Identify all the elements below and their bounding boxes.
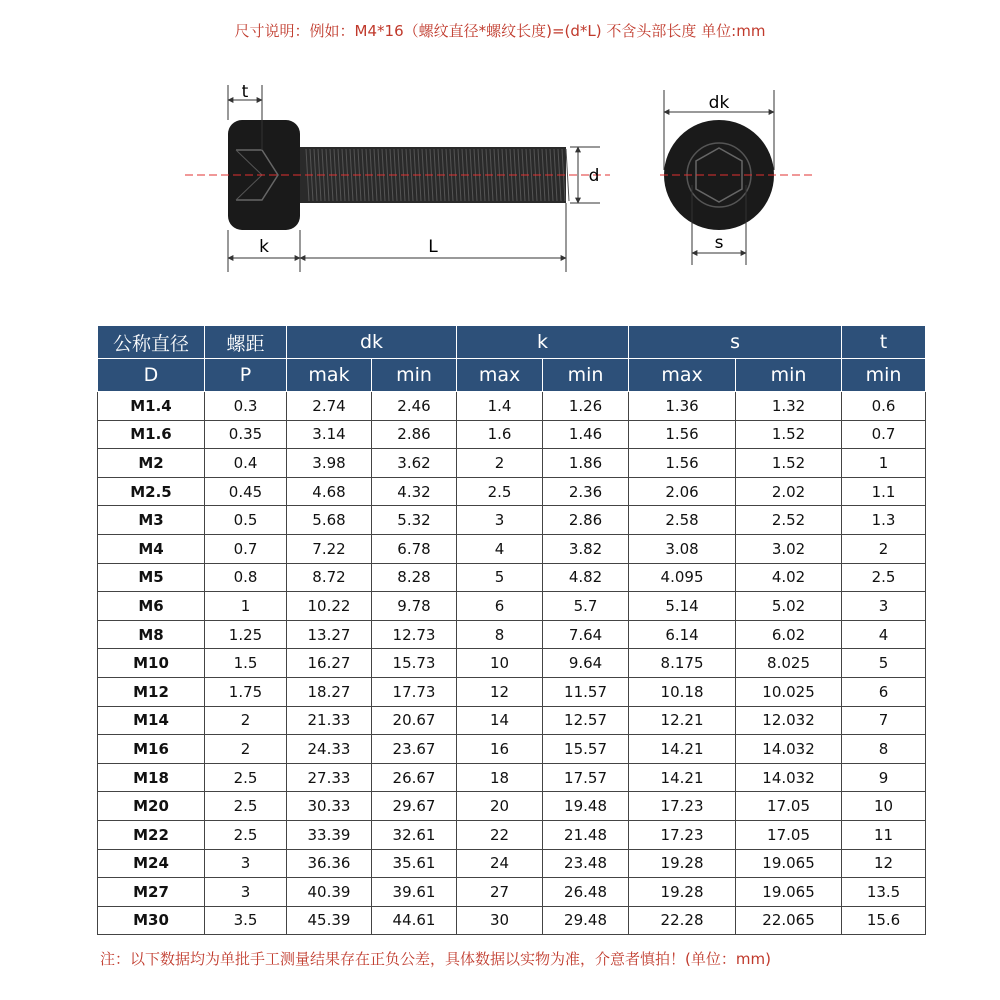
table-cell: M6 (98, 592, 205, 621)
table-cell: 29.67 (372, 792, 457, 821)
table-cell: 1.32 (736, 392, 842, 421)
table-cell: 3.98 (287, 449, 372, 478)
table-cell: 44.61 (372, 906, 457, 935)
dim-label-t: t (241, 82, 249, 102)
screw-dimension-diagram (0, 70, 1000, 280)
table-row (98, 849, 926, 878)
subheader-P: P (205, 359, 287, 392)
table-cell: M10 (98, 649, 205, 678)
table-cell: 1.52 (736, 420, 842, 449)
table-cell: 6.14 (629, 620, 736, 649)
screw-side-view (185, 85, 610, 272)
table-cell: 30 (457, 906, 543, 935)
table-cell: 7.64 (543, 620, 629, 649)
table-row (98, 620, 926, 649)
table-cell: 4.02 (736, 563, 842, 592)
table-cell: 1.25 (205, 620, 287, 649)
table-cell: 10 (842, 792, 926, 821)
table-cell: 20 (457, 792, 543, 821)
table-cell: 21.33 (287, 706, 372, 735)
dim-label-s: s (714, 233, 724, 253)
table-cell: 8 (457, 620, 543, 649)
table-cell: 5.02 (736, 592, 842, 621)
table-cell: 6.78 (372, 534, 457, 563)
table-cell: M18 (98, 763, 205, 792)
table-cell: 1.4 (457, 392, 543, 421)
dim-label-k: k (259, 237, 269, 257)
table-cell: 12 (457, 677, 543, 706)
table-cell: 22.065 (736, 906, 842, 935)
table-cell: 19.065 (736, 849, 842, 878)
table-cell: 17.57 (543, 763, 629, 792)
table-row (98, 792, 926, 821)
table-cell: 1.75 (205, 677, 287, 706)
table-row (98, 906, 926, 935)
table-row (98, 677, 926, 706)
table-cell: 23.67 (372, 735, 457, 764)
table-cell: 10.025 (736, 677, 842, 706)
dim-label-d: d (588, 166, 600, 186)
table-cell: 19.065 (736, 878, 842, 907)
table-cell: 20.67 (372, 706, 457, 735)
table-cell: M27 (98, 878, 205, 907)
table-cell: 0.6 (842, 392, 926, 421)
table-cell: 12.73 (372, 620, 457, 649)
table-cell: 1.46 (543, 420, 629, 449)
table-cell: 11.57 (543, 677, 629, 706)
subheader-dk-min: min (372, 359, 457, 392)
table-cell: 2.86 (372, 420, 457, 449)
table-row (98, 592, 926, 621)
table-cell: 1.86 (543, 449, 629, 478)
table-cell: 8.175 (629, 649, 736, 678)
subheader-s-min: min (736, 359, 842, 392)
dimension-table (97, 325, 926, 935)
table-cell: 27.33 (287, 763, 372, 792)
table-cell: 21.48 (543, 820, 629, 849)
header-s: s (629, 326, 842, 359)
header-dk: dk (287, 326, 457, 359)
table-cell: 2.02 (736, 477, 842, 506)
table-cell: 15.6 (842, 906, 926, 935)
table-cell: 14.032 (736, 735, 842, 764)
table-cell: 15.73 (372, 649, 457, 678)
table-cell: 0.4 (205, 449, 287, 478)
dim-label-dk: dk (708, 93, 730, 113)
table-row (98, 649, 926, 678)
table-cell: 12.032 (736, 706, 842, 735)
table-cell: 4 (457, 534, 543, 563)
table-cell: 15.57 (543, 735, 629, 764)
table-cell: 4.095 (629, 563, 736, 592)
table-cell: 10 (457, 649, 543, 678)
table-cell: 39.61 (372, 878, 457, 907)
table-cell: 3.62 (372, 449, 457, 478)
table-cell: 17.05 (736, 792, 842, 821)
table-cell: 17.05 (736, 820, 842, 849)
subheader-k-min: min (543, 359, 629, 392)
table-cell: 1 (842, 449, 926, 478)
table-cell: 19.28 (629, 849, 736, 878)
measurement-disclaimer-note: 注：以下数据均为单批手工测量结果存在正负公差，具体数据以实物为准，介意者慎拍！(单位：mm) (100, 950, 771, 968)
dimension-table-container (97, 325, 925, 935)
table-cell: 10.18 (629, 677, 736, 706)
table-row (98, 477, 926, 506)
table-row (98, 392, 926, 421)
table-cell: 9 (842, 763, 926, 792)
table-cell: 1 (205, 592, 287, 621)
subheader-s-max: max (629, 359, 736, 392)
table-cell: 17.23 (629, 820, 736, 849)
table-cell: 9.78 (372, 592, 457, 621)
table-cell: M2.5 (98, 477, 205, 506)
table-cell: M2 (98, 449, 205, 478)
table-cell: 40.39 (287, 878, 372, 907)
table-row (98, 563, 926, 592)
table-cell: 2 (457, 449, 543, 478)
table-cell: 29.48 (543, 906, 629, 935)
table-cell: 16 (457, 735, 543, 764)
table-cell: M24 (98, 849, 205, 878)
table-cell: M30 (98, 906, 205, 935)
table-cell: M22 (98, 820, 205, 849)
header-nominal-diameter: 公称直径 (98, 326, 205, 359)
table-cell: 8.72 (287, 563, 372, 592)
table-cell: 13.27 (287, 620, 372, 649)
screw-end-view (660, 90, 815, 265)
table-cell: 12.57 (543, 706, 629, 735)
table-cell: 2.5 (205, 792, 287, 821)
table-cell: 18 (457, 763, 543, 792)
table-cell: M1.4 (98, 392, 205, 421)
table-cell: 0.8 (205, 563, 287, 592)
table-cell: 0.7 (205, 534, 287, 563)
table-cell: 2.86 (543, 506, 629, 535)
table-cell: 2 (205, 706, 287, 735)
table-cell: 3.14 (287, 420, 372, 449)
table-cell: 24 (457, 849, 543, 878)
table-cell: 1.5 (205, 649, 287, 678)
table-cell: 1.36 (629, 392, 736, 421)
table-cell: 2.5 (457, 477, 543, 506)
subheader-k-max: max (457, 359, 543, 392)
table-row (98, 735, 926, 764)
table-cell: 1.1 (842, 477, 926, 506)
table-cell: 24.33 (287, 735, 372, 764)
table-cell: 3.08 (629, 534, 736, 563)
table-cell: 26.48 (543, 878, 629, 907)
table-cell: 26.67 (372, 763, 457, 792)
table-cell: 2.58 (629, 506, 736, 535)
table-cell: 6.02 (736, 620, 842, 649)
table-cell: 0.5 (205, 506, 287, 535)
table-cell: 0.3 (205, 392, 287, 421)
table-cell: 3.02 (736, 534, 842, 563)
table-cell: 0.45 (205, 477, 287, 506)
table-cell: 7.22 (287, 534, 372, 563)
table-cell: 11 (842, 820, 926, 849)
table-cell: 3.82 (543, 534, 629, 563)
table-cell: 9.64 (543, 649, 629, 678)
table-cell: 7 (842, 706, 926, 735)
table-cell: 10.22 (287, 592, 372, 621)
table-cell: 5.32 (372, 506, 457, 535)
table-cell: 35.61 (372, 849, 457, 878)
table-cell: 32.61 (372, 820, 457, 849)
table-cell: 33.39 (287, 820, 372, 849)
table-row (98, 420, 926, 449)
size-instruction-note: 尺寸说明：例如：M4*16（螺纹直径*螺纹长度)=(d*L) 不含头部长度 单位:mm (234, 22, 766, 40)
table-cell: 1.6 (457, 420, 543, 449)
subheader-D: D (98, 359, 205, 392)
table-cell: 8 (842, 735, 926, 764)
table-cell: 14 (457, 706, 543, 735)
table-cell: M8 (98, 620, 205, 649)
table-cell: M1.6 (98, 420, 205, 449)
table-cell: 2.74 (287, 392, 372, 421)
table-cell: M20 (98, 792, 205, 821)
table-cell: 45.39 (287, 906, 372, 935)
table-cell: 19.28 (629, 878, 736, 907)
table-cell: M12 (98, 677, 205, 706)
table-cell: 2.5 (205, 763, 287, 792)
table-cell: 2 (842, 534, 926, 563)
table-row (98, 449, 926, 478)
table-cell: 3.5 (205, 906, 287, 935)
table-cell: 4.68 (287, 477, 372, 506)
table-cell: 22 (457, 820, 543, 849)
table-cell: 8.28 (372, 563, 457, 592)
table-cell: 30.33 (287, 792, 372, 821)
table-cell: 19.48 (543, 792, 629, 821)
table-cell: 3 (842, 592, 926, 621)
table-cell: 4 (842, 620, 926, 649)
table-row (98, 534, 926, 563)
table-cell: 6 (457, 592, 543, 621)
header-pitch: 螺距 (205, 326, 287, 359)
table-cell: 6 (842, 677, 926, 706)
table-cell: M4 (98, 534, 205, 563)
table-cell: M3 (98, 506, 205, 535)
subheader-t-min: min (842, 359, 926, 392)
table-cell: 5.7 (543, 592, 629, 621)
table-cell: 2.36 (543, 477, 629, 506)
table-cell: 2.52 (736, 506, 842, 535)
table-row (98, 878, 926, 907)
table-row (98, 506, 926, 535)
table-cell: 5.14 (629, 592, 736, 621)
table-cell: 2 (205, 735, 287, 764)
table-cell: 23.48 (543, 849, 629, 878)
table-cell: 12 (842, 849, 926, 878)
table-cell: 1.56 (629, 420, 736, 449)
dim-label-L: L (428, 237, 438, 257)
table-cell: 4.32 (372, 477, 457, 506)
table-cell: 17.73 (372, 677, 457, 706)
table-cell: 4.82 (543, 563, 629, 592)
table-cell: M16 (98, 735, 205, 764)
table-row (98, 706, 926, 735)
table-cell: 0.7 (842, 420, 926, 449)
header-row-1 (98, 326, 926, 359)
table-cell: 1.52 (736, 449, 842, 478)
table-cell: 1.26 (543, 392, 629, 421)
table-cell: 22.28 (629, 906, 736, 935)
table-cell: 5 (842, 649, 926, 678)
header-k: k (457, 326, 629, 359)
table-cell: 1.56 (629, 449, 736, 478)
table-cell: 8.025 (736, 649, 842, 678)
table-cell: 18.27 (287, 677, 372, 706)
table-cell: 3 (205, 878, 287, 907)
table-cell: 17.23 (629, 792, 736, 821)
table-cell: M5 (98, 563, 205, 592)
table-row (98, 763, 926, 792)
subheader-dk-max: mak (287, 359, 372, 392)
header-row-2 (98, 359, 926, 392)
table-cell: 14.21 (629, 763, 736, 792)
table-cell: 2.46 (372, 392, 457, 421)
table-row (98, 820, 926, 849)
table-cell: 2.5 (205, 820, 287, 849)
table-cell: 2.5 (842, 563, 926, 592)
table-cell: 14.032 (736, 763, 842, 792)
table-cell: 1.3 (842, 506, 926, 535)
header-t: t (842, 326, 926, 359)
table-cell: 14.21 (629, 735, 736, 764)
table-cell: 0.35 (205, 420, 287, 449)
table-cell: 13.5 (842, 878, 926, 907)
table-cell: 3 (205, 849, 287, 878)
table-cell: 5 (457, 563, 543, 592)
table-cell: 5.68 (287, 506, 372, 535)
table-body (98, 392, 926, 935)
table-cell: M14 (98, 706, 205, 735)
table-cell: 27 (457, 878, 543, 907)
table-cell: 16.27 (287, 649, 372, 678)
table-cell: 12.21 (629, 706, 736, 735)
table-cell: 36.36 (287, 849, 372, 878)
table-cell: 2.06 (629, 477, 736, 506)
table-cell: 3 (457, 506, 543, 535)
